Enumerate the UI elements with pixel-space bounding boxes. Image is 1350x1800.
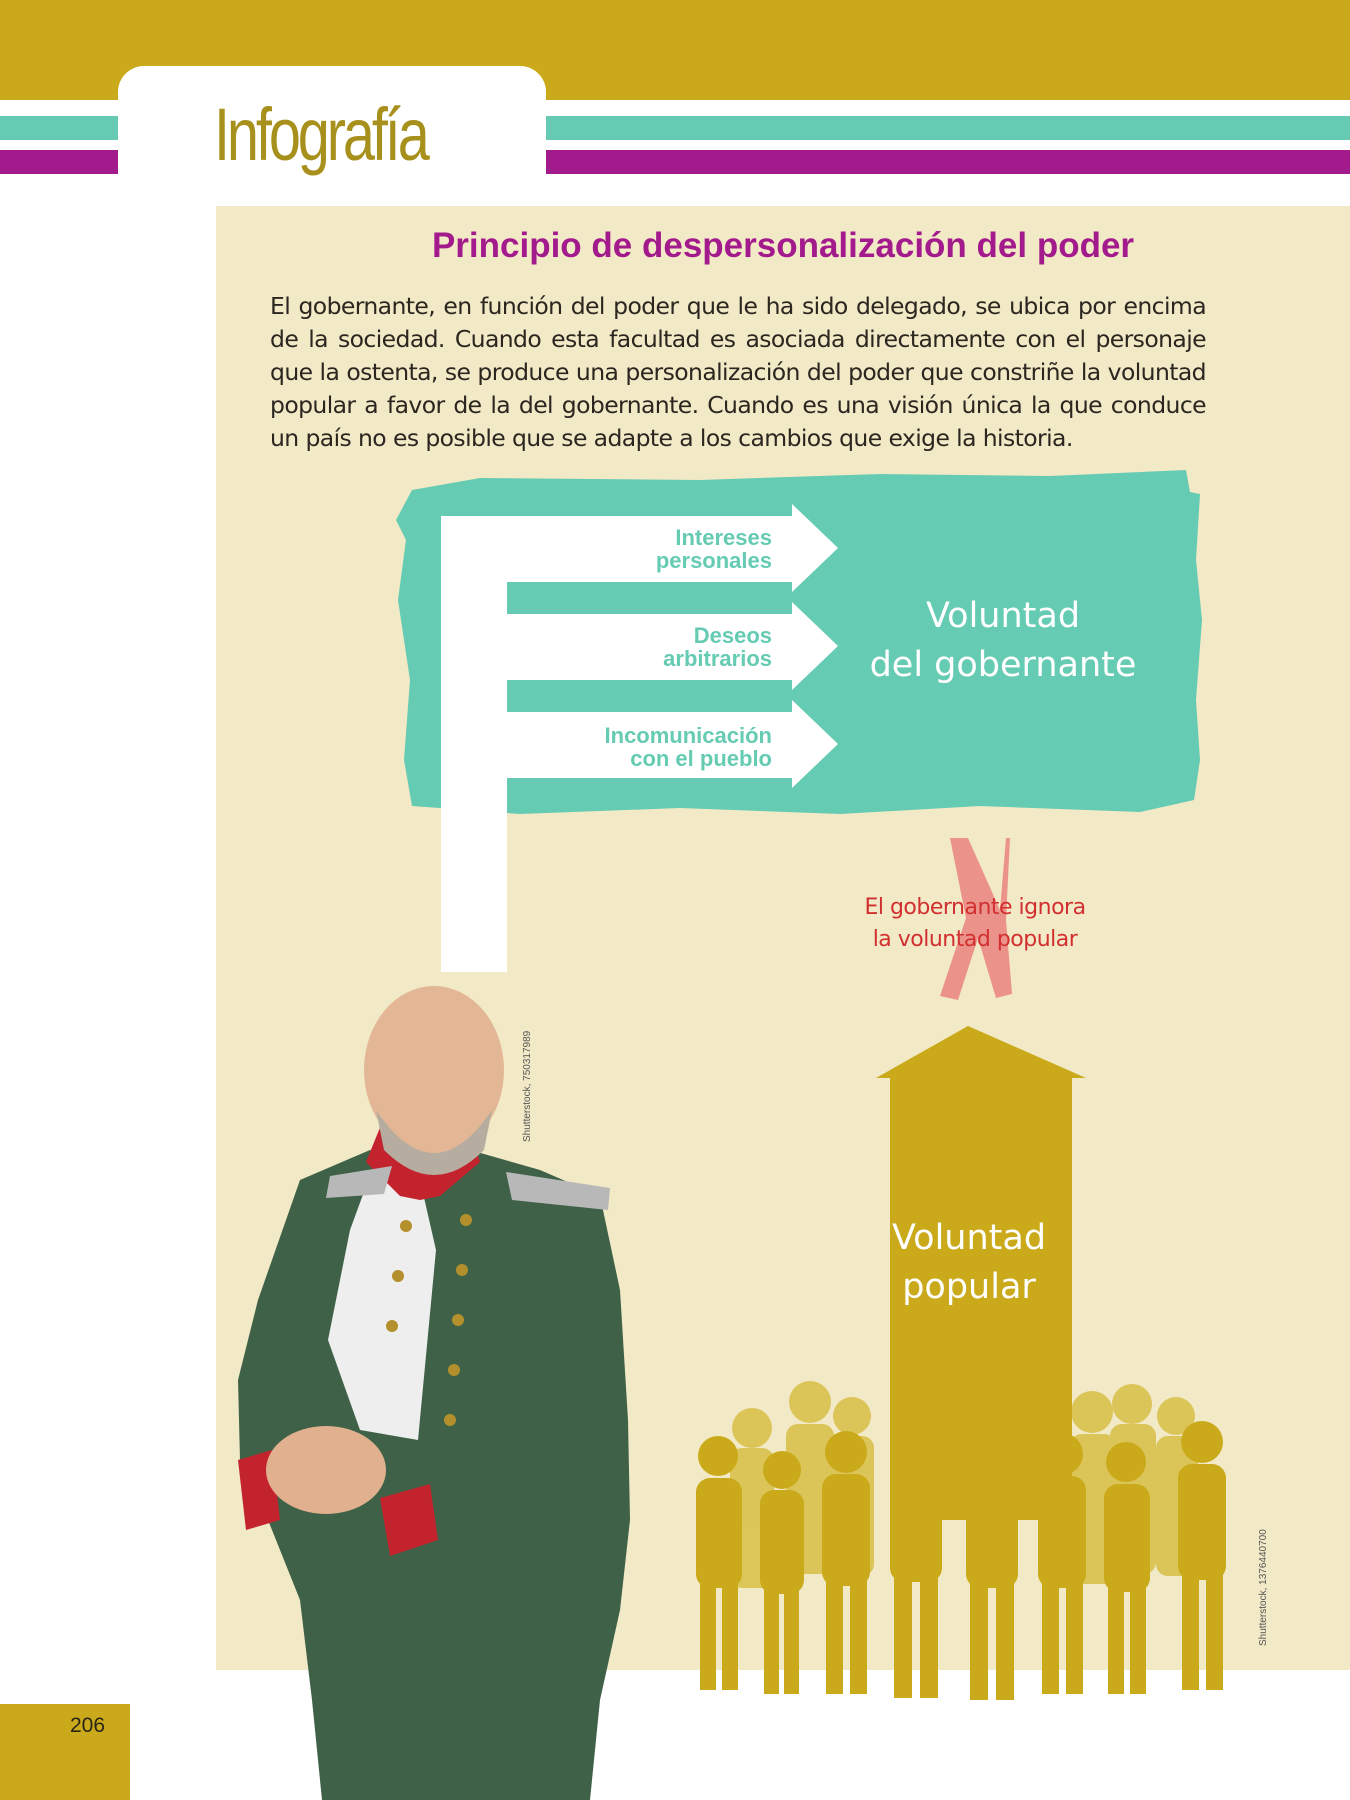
flag-item-3 [540,724,772,770]
ruler-hands [266,1426,386,1514]
flag-item-2-line1: Deseos [693,623,772,648]
flag-item-1-line1: Intereses [675,525,772,550]
popular-will-label [876,1214,1062,1312]
flag-item-1 [560,526,772,572]
ruler-will-line1: Voluntad [925,596,1081,636]
flag-item-1-line2: personales [655,548,772,573]
ignore-note [850,892,1100,956]
photo-credit-ruler: Shutterstock, 750317989 [522,1030,533,1142]
ruler-will-label [860,592,1146,690]
page-number: 206 [70,1714,106,1737]
flag-item-2 [560,624,772,670]
intro-paragraph: El gobernante, en función del poder que le ha sido delegado, se ubica por encima de la sociedad. Cuando esta facultad es asociada directamente con el personaje que la ostenta, se produce una personalización del poder que constriñe la voluntad popular a favor de la del gobernante. Cuando es una visión única la que conduce un país no es posible que se adapte a los cambios que exige la historia. [270,292,1206,452]
flag-pole [441,516,507,972]
infographic-title: Principio de despersonalización del poder [431,226,1135,265]
flag-item-2-line2: arbitrarios [663,646,772,671]
flag-item-3-line2: con el pueblo [630,746,772,771]
popular-will-line2: popular [902,1267,1036,1307]
section-title: Infografía [214,93,427,176]
flag-item-3-line1: Incomunicación [604,723,772,748]
ruler-figure [238,986,630,1800]
popular-will-line1: Voluntad [891,1218,1047,1258]
ignore-note-line1: El gobernante ignora [864,895,1086,920]
ignore-note-line2: la voluntad popular [872,927,1078,952]
page-number-box [0,1704,130,1800]
ruler-will-line2: del gobernante [869,645,1137,685]
photo-credit-crowd: Shutterstock, 1376440700 [1258,1529,1269,1646]
